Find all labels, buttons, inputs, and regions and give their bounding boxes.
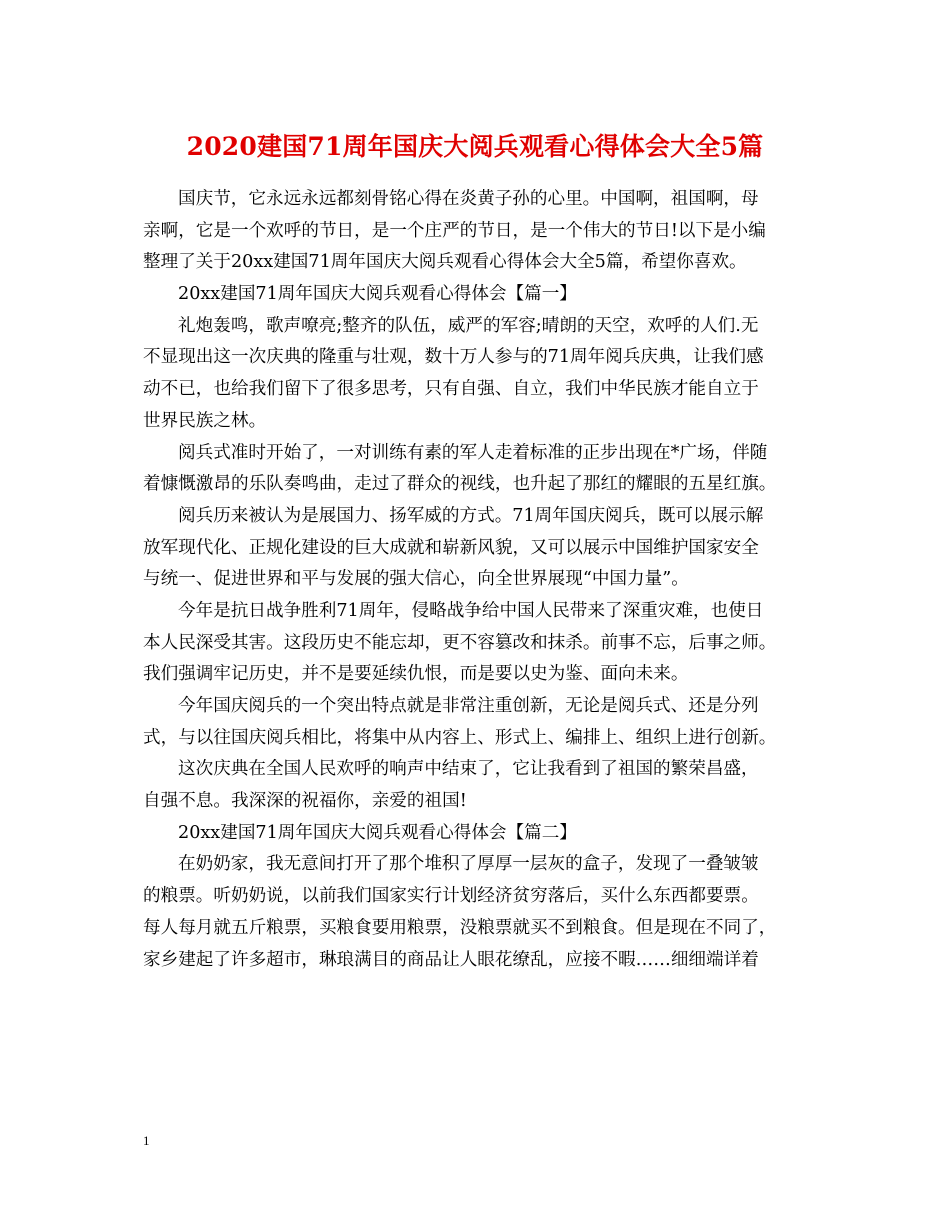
- paragraph-line: 亲啊，它是一个欢呼的节日，是一个庄严的节日，是一个伟大的节日!以下是小编: [143, 220, 766, 241]
- paragraph-line: 不显现出这一次庆典的隆重与壮观，数十万人参与的71周年阅兵庆典，让我们感: [143, 347, 764, 368]
- paragraph-line: 整理了关于20xx建国71周年国庆大阅兵观看心得体会大全5篇，希望你喜欢。: [143, 252, 747, 273]
- paragraph-first-line: 这次庆典在全国人民欢呼的响声中结束了，它让我看到了祖国的繁荣昌盛，: [178, 759, 759, 780]
- paragraph-first-line: 20xx建国71周年国庆大阅兵观看心得体会【篇二】: [178, 822, 577, 843]
- paragraph-first-line: 20xx建国71周年国庆大阅兵观看心得体会【篇一】: [178, 284, 577, 305]
- paragraph-line: 着慷慨激昂的乐队奏鸣曲，走过了群众的视线，也升起了那红的耀眼的五星红旗。: [143, 474, 777, 495]
- document-body: [143, 184, 813, 976]
- paragraph-first-line: 在奶奶家，我无意间打开了那个堆积了厚厚一层灰的盒子，发现了一叠皱皱: [178, 854, 759, 875]
- paragraph-line: 自强不息。我深深的祝福你，亲爱的祖国!: [143, 791, 467, 812]
- paragraph-line: 动不已，也给我们留下了很多思考，只有自强、自立，我们中华民族才能自立于: [143, 379, 759, 400]
- paragraph-line: 的粮票。听奶奶说，以前我们国家实行计划经济贫穷落后，买什么东西都要票。: [143, 886, 759, 907]
- paragraph-line: 放军现代化、正规化建设的巨大成就和崭新风貌，又可以展示中国维护国家安全: [143, 537, 759, 558]
- paragraph-line: 世界民族之林。: [143, 410, 267, 431]
- paragraph-line: 本人民深受其害。这段历史不能忘却，更不容篡改和抹杀。前事不忘，后事之师。: [143, 632, 777, 653]
- paragraph-first-line: 礼炮轰鸣，歌声嘹亮;整齐的队伍，威严的军容;晴朗的天空，欢呼的人们.无: [178, 315, 759, 336]
- document-title: 2020建国71周年国庆大阅兵观看心得体会大全5篇: [186, 132, 764, 161]
- paragraph-first-line: 今年是抗日战争胜利71周年，侵略战争给中国人民带来了深重灾难，也使日: [178, 600, 764, 621]
- page-number: 1: [143, 1133, 150, 1148]
- paragraph-line: 我们强调牢记历史，并不是要延续仇恨，而是要以史为鉴、面向未来。: [143, 664, 689, 685]
- paragraph-line: 式，与以往国庆阅兵相比，将集中从内容上、形式上、编排上、组织上进行创新。: [143, 727, 777, 748]
- paragraph-line: 家乡建起了许多超市，琳琅满目的商品让人眼花缭乱，应接不暇……细细端详着: [143, 949, 759, 970]
- paragraph-line: 与统一、促进世界和平与发展的强大信心，向全世界展现“中国力量”。: [143, 569, 689, 590]
- paragraph-first-line: 今年国庆阅兵的一个突出特点就是非常注重创新，无论是阅兵式、还是分列: [178, 696, 759, 716]
- paragraph-line: 每人每月就五斤粮票，买粮食要用粮票，没粮票就买不到粮食。但是现在不同了，: [143, 917, 777, 938]
- paragraph-first-line: 阅兵历来被认为是展国力、扬军威的方式。71周年国庆阅兵，既可以展示解: [178, 505, 764, 526]
- paragraph-first-line: 阅兵式准时开始了，一对训练有素的军人走着标准的正步出现在*广场，伴随: [178, 442, 768, 463]
- paragraph-first-line: 国庆节，它永远永远都刻骨铭心得在炎黄子孙的心里。中国啊，祖国啊，母: [178, 189, 759, 209]
